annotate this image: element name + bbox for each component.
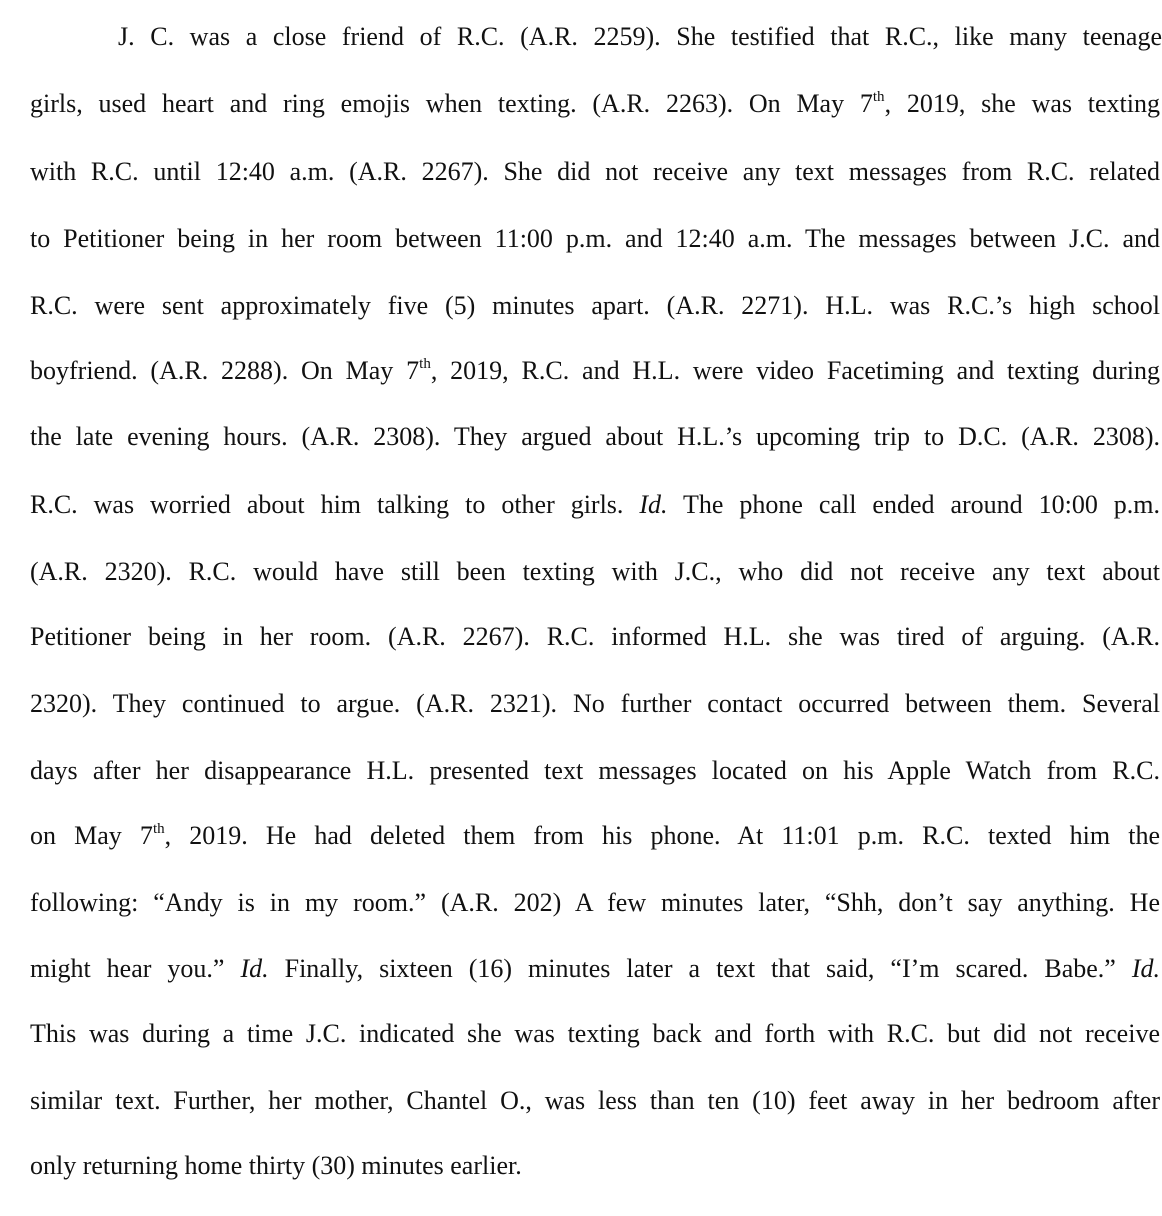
paragraph-line: (A.R. 2320). R.C. would have still been texting with J.C., who did not receive any text about: [30, 557, 1160, 586]
paragraph-line: to Petitioner being in her room between 11:00 p.m. and 12:40 a.m. The messages between J.C. and: [30, 224, 1160, 253]
paragraph-line: on May 7th, 2019. He had deleted them from his phone. At 11:01 p.m. R.C. texted him the: [30, 821, 1160, 850]
paragraph-line: similar text. Further, her mother, Chantel O., was less than ten (10) feet away in her bedroom after: [30, 1086, 1160, 1115]
paragraph-line: the late evening hours. (A.R. 2308). They argued about H.L.’s upcoming trip to D.C. (A.R. 2308).: [30, 422, 1160, 451]
citation-id: Id.: [1131, 954, 1160, 983]
ordinal-superscript: th: [419, 356, 431, 372]
paragraph-line: This was during a time J.C. indicated she was texting back and forth with R.C. but did not receive: [30, 1019, 1160, 1048]
paragraph-line: R.C. was worried about him talking to other girls. Id. The phone call ended around 10:00 p.m.: [30, 490, 1161, 519]
citation-id: Id.: [639, 490, 668, 519]
paragraph-line: J. C. was a close friend of R.C. (A.R. 2259). She testified that R.C., like many teenage: [118, 22, 1162, 51]
paragraph-line: might hear you.” Id. Finally, sixteen (16) minutes later a text that said, “I’m scared. Babe.” Id.: [30, 954, 1160, 983]
paragraph-line: girls, used heart and ring emojis when texting. (A.R. 2263). On May 7th, 2019, she was texting: [30, 89, 1160, 118]
ordinal-superscript: th: [152, 821, 165, 837]
paragraph-line: Petitioner being in her room. (A.R. 2267). R.C. informed H.L. she was tired of arguing. (A.R.: [30, 622, 1160, 651]
paragraph-line: R.C. were sent approximately five (5) minutes apart. (A.R. 2271). H.L. was R.C.’s high school: [30, 291, 1160, 320]
paragraph-line: only returning home thirty (30) minutes earlier.: [30, 1151, 522, 1180]
citation-id: Id.: [240, 954, 269, 983]
paragraph-line: boyfriend. (A.R. 2288). On May 7th, 2019, R.C. and H.L. were video Facetiming and texting during: [30, 356, 1160, 385]
ordinal-superscript: th: [872, 89, 885, 105]
paragraph-line: 2320). They continued to argue. (A.R. 2321). No further contact occurred between them. Several: [30, 689, 1160, 718]
paragraph-line: with R.C. until 12:40 a.m. (A.R. 2267). She did not receive any text messages from R.C. related: [30, 157, 1160, 186]
paragraph-line: days after her disappearance H.L. presented text messages located on his Apple Watch from R.C.: [30, 756, 1160, 785]
paragraph-line: following: “Andy is in my room.” (A.R. 202) A few minutes later, “Shh, don’t say anything. He: [30, 888, 1160, 917]
